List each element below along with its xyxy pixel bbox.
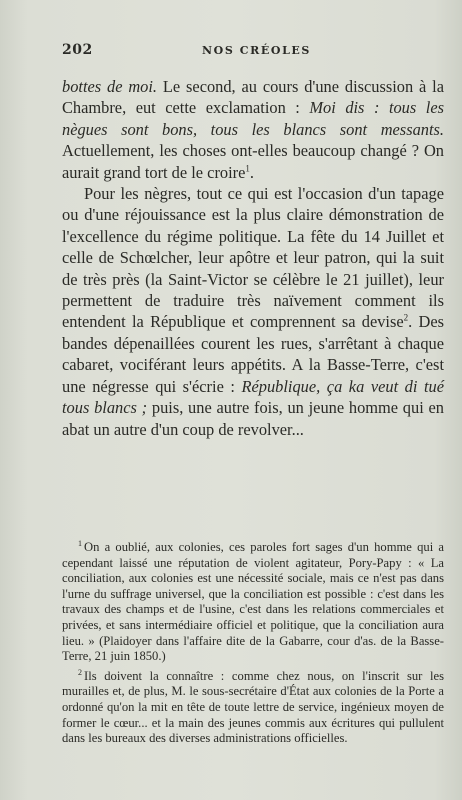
text-run: . [249,162,255,182]
paragraph-1 [62,76,444,183]
text-run: puis, une autre fois, un jeune homme qui en abat un autre d'un coup de revolver... [62,398,444,439]
footnote-1 [62,540,444,665]
italic-quote: République, ça ka veut di tué tous blancs ; [62,376,444,418]
page-header [62,42,440,64]
running-title: NOS CRÉOLES [202,44,311,57]
footnote-text: Ils doivent la connaître : comme chez nous, on l'inscrit sur les murailles et, de plus, M. le sous-secrétaire d'État aux colonies de la Porte a ordonné qu'on la mit en tête de toute lettre de service, ingénieux moyen de former le cœur... et la main des jeunes commis aux écritures qui pullulent dans les bureaux des diverses administrations officielles. [62,668,444,746]
text-run: Actuellement, les choses ont-elles beaucoup changé ? On aurait grand tort de le croire [62,141,444,182]
footnote-marker: 1 [78,538,82,548]
text-run: Pour les nègres, tout ce qui est l'occasion d'un tapage ou d'une réjouissance est la plus claire démonstration de l'excellence du régime politique. La fête du 14 Juillet et celle de Schœlcher, leur apôtre et leur patron, qui la suit de très près (la Saint-Victor se célèbre le 21 juillet), leur permettent de traduire très naïvement comment ils entendent la République et comprennent sa devise [62,184,444,332]
footnote-marker: 2 [78,667,82,677]
text-run: . Des bandes dépenaillées courent les rues, s'arrêtant à chaque cabaret, vociférant leurs appétits. A la Basse-Terre, c'est une négresse qui s'écrie : [62,312,444,396]
footnotes [62,540,444,747]
italic-quote: Moi dis : tous les nègues sont bons, tous les blancs sont messants. [62,98,444,139]
page-number: 202 [62,42,93,58]
footnote-ref-2: 2 [403,313,409,323]
italic-phrase: bottes de moi. [62,77,158,96]
paragraph-2 [62,183,444,440]
footnote-ref-1: 1 [245,163,250,174]
footnote-2 [62,669,444,747]
body-text [62,76,444,440]
footnote-text: On a oublié, aux colonies, ces paroles fort sages d'un homme qui a cependant laissé une réputation de violent agitateur, Pory-Papy : « La conciliation, aux colonies est une nécessité sociale, mais ce n'est pas dans l'urne du suffrage universel, que la conciliation est possible : c'est dans les travaux des champs et de l'usine, c'est dans les relations commerciales et privées, et sans intermédiaire officiel et politique, que la conciliation aura lieu. » (Plaidoyer dans l'affaire dite de la Gabarre, cour d'as. de la Basse-Terre, 21 juin 1850.) [62,540,444,664]
text-run: Le second, au cours d'une discussion à la Chambre, eut cette exclamation : [62,77,444,118]
